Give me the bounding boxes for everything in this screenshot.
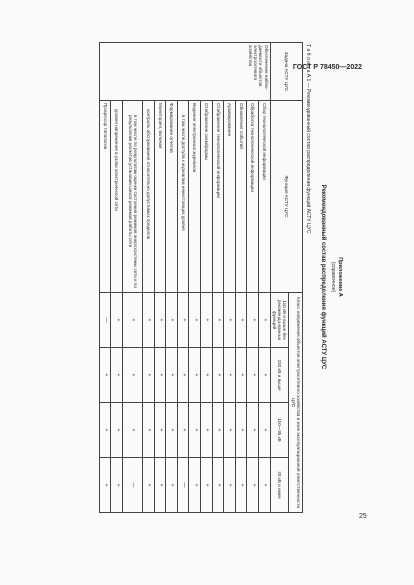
function-cell: Обработка технологической информации bbox=[247, 101, 259, 293]
page-number: 25 bbox=[359, 513, 367, 520]
rotated-content bbox=[45, 42, 353, 512]
mark-cell: + bbox=[111, 458, 123, 513]
mark-cell: + bbox=[235, 293, 247, 348]
function-cell: Обновление событий bbox=[235, 101, 247, 293]
function-cell: в том числе доступа к журналам нижестоящих уровня bbox=[177, 101, 189, 293]
mark-cell: + bbox=[99, 458, 111, 513]
col-c4-header: 20 кВ и ниже bbox=[270, 458, 289, 513]
mark-cell: + bbox=[123, 348, 143, 403]
mark-cell: + bbox=[99, 403, 111, 458]
mark-cell: + bbox=[111, 348, 123, 403]
standard-designation: ГОСТ Р 78450—2022 bbox=[292, 64, 362, 71]
mark-cell: + bbox=[166, 403, 178, 458]
mark-cell: + bbox=[201, 458, 213, 513]
mark-cell: + bbox=[247, 293, 259, 348]
appendix-note: (справочное) bbox=[330, 261, 336, 293]
col-c3-header: 110—35 кВ bbox=[270, 403, 289, 458]
mark-cell: + bbox=[143, 403, 155, 458]
mark-cell: — bbox=[177, 458, 189, 513]
mark-cell: + bbox=[201, 403, 213, 458]
mark-cell: + bbox=[177, 293, 189, 348]
function-cell: Мониторинг, включая bbox=[154, 101, 166, 293]
col-c1-header: 110 кВ и выше без рекомендо-ванных функций bbox=[270, 293, 289, 348]
mark-cell: + bbox=[247, 458, 259, 513]
mark-cell: — bbox=[99, 293, 111, 348]
mark-cell: + bbox=[212, 403, 224, 458]
mark-cell: + bbox=[143, 293, 155, 348]
function-cell: Процессор топологии bbox=[99, 101, 111, 293]
mark-cell: + bbox=[189, 403, 201, 458]
function-cell: в том числе по результатам оценки состояния режимов энергосистемы сети и по результатам расчетов установив-шихся режимов работы сети bbox=[123, 101, 143, 293]
mark-cell: + bbox=[154, 458, 166, 513]
mark-cell: + bbox=[143, 348, 155, 403]
col-function-header: Функция АСТУ ЦУС bbox=[270, 101, 302, 293]
mark-cell: + bbox=[212, 293, 224, 348]
mark-cell: + bbox=[123, 293, 143, 348]
mark-cell: + bbox=[224, 458, 236, 513]
mark-cell: + bbox=[201, 293, 213, 348]
mark-cell: + bbox=[166, 458, 178, 513]
mark-cell: + bbox=[224, 403, 236, 458]
mark-cell: + bbox=[259, 293, 271, 348]
mark-cell: + bbox=[166, 293, 178, 348]
mark-cell: + bbox=[224, 293, 236, 348]
mark-cell: + bbox=[177, 348, 189, 403]
mark-cell: + bbox=[111, 293, 123, 348]
mark-cell: + bbox=[212, 348, 224, 403]
function-cell: Ведение электронных журналов bbox=[189, 101, 201, 293]
table-caption: Т а б л и ц а А.1 — Рекомендованный состав распределения функций АСТУ ЦУС bbox=[305, 44, 311, 234]
function-cell: уровня напряжения в узлах электрической сети bbox=[111, 101, 123, 293]
mark-cell: + bbox=[247, 403, 259, 458]
mark-cell: + bbox=[154, 293, 166, 348]
mark-cell: + bbox=[99, 348, 111, 403]
mark-cell: + bbox=[154, 403, 166, 458]
mark-cell: + bbox=[201, 348, 213, 403]
mark-cell: + bbox=[189, 458, 201, 513]
function-cell: Сбор технологической информации bbox=[259, 101, 271, 293]
mark-cell: — bbox=[123, 458, 143, 513]
mark-cell: + bbox=[235, 403, 247, 458]
appendix-title: Приложение А bbox=[337, 257, 343, 297]
mark-cell: + bbox=[247, 348, 259, 403]
function-cell: контроль обслуживания относительно допустимых пределов bbox=[143, 101, 155, 293]
mark-cell: + bbox=[189, 348, 201, 403]
col-c2-header: 220 кВ и выше bbox=[270, 348, 289, 403]
mark-cell: + bbox=[111, 403, 123, 458]
mark-cell: + bbox=[154, 348, 166, 403]
functions-table bbox=[99, 42, 303, 513]
function-cell: Архивирование bbox=[224, 101, 236, 293]
mark-cell: + bbox=[259, 403, 271, 458]
mark-cell: + bbox=[235, 458, 247, 513]
mark-cell: + bbox=[123, 403, 143, 458]
col-task-header: Задача АСТУ ЦУС bbox=[270, 43, 302, 101]
task-cell: Обеспечение наблю-даемости объектов электросетевого хозяйства bbox=[99, 43, 270, 101]
function-cell: Отображение схем/формы bbox=[201, 101, 213, 293]
appendix-heading: Рекомендованный состав распределения функций АСТУ ЦУС bbox=[320, 184, 326, 370]
mark-cell: + bbox=[166, 348, 178, 403]
function-cell: Отображение технологической информации bbox=[212, 101, 224, 293]
mark-cell: + bbox=[259, 348, 271, 403]
mark-cell: + bbox=[212, 458, 224, 513]
col-class-header: Класс напряжения объектов электросетевого хозяйства в зоне эксплуатационной ответственности ЦУС bbox=[289, 293, 303, 513]
mark-cell: + bbox=[189, 293, 201, 348]
mark-cell: + bbox=[224, 348, 236, 403]
mark-cell: + bbox=[177, 403, 189, 458]
mark-cell: + bbox=[143, 458, 155, 513]
mark-cell: + bbox=[259, 458, 271, 513]
mark-cell: + bbox=[235, 348, 247, 403]
function-cell: Формирование отчетов bbox=[166, 101, 178, 293]
